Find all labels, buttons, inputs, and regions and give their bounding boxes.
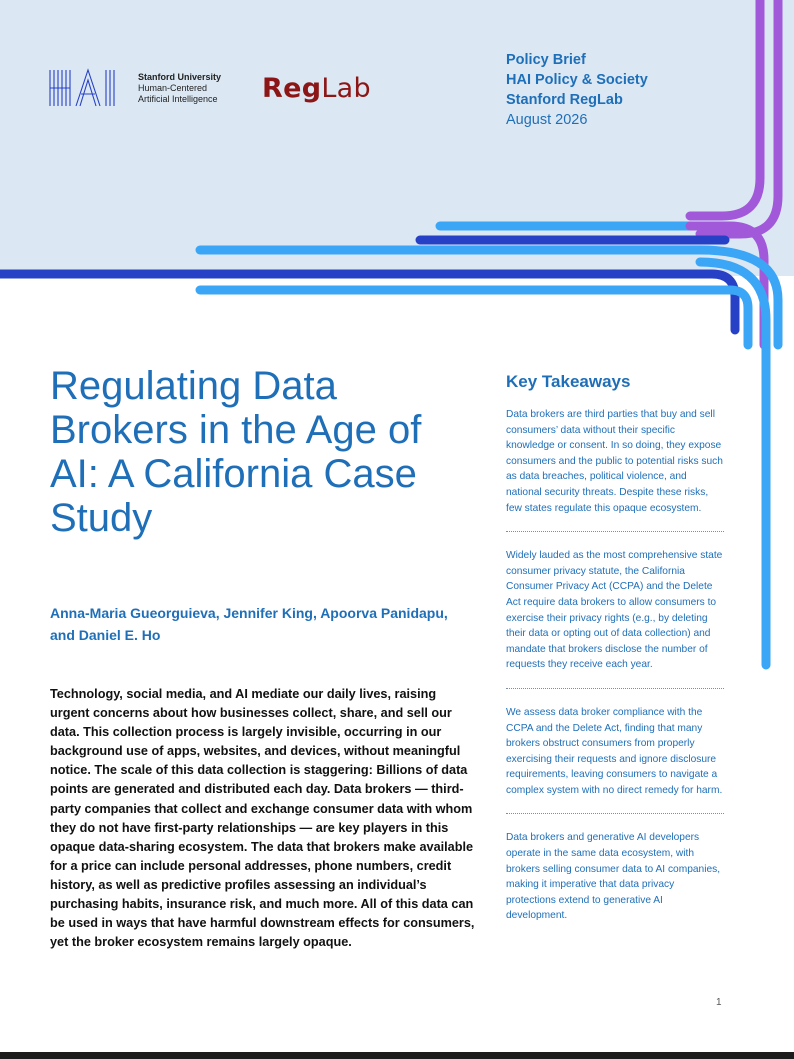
dotted-divider [506,688,724,689]
deco-line-lightblue-3 [200,290,748,345]
takeaway-item: Data brokers and generative AI developers operate in the same data ecosystem, with brokers selling consumer data to AI companies, making it imperative that data privacy protections extend to generative AI development. [506,832,721,922]
header-band [0,0,794,276]
brief-lab: Stanford RegLab [506,92,623,108]
dotted-divider [506,531,724,532]
brief-date: August 2026 [506,112,588,128]
takeaway-item: Widely lauded as the most comprehensive state consumer privacy statute, the California Consumer Privacy Act (CCPA) and the Delete Act require data brokers to allow consumers to exercise their privacy rights (e.g., by deleting their data or opting out of data collection) and mandate that brokers disclose the number of requests they receive each year. [506,550,723,671]
reglab-logo-part1: Reg [262,73,322,104]
key-takeaways-heading: Key Takeaways [506,372,631,391]
hai-logo-mark [48,68,132,108]
hai-logo-line1: Stanford University [138,71,222,82]
key-takeaways [506,370,724,924]
deco-line-blue-2 [0,274,735,330]
intro-paragraph: Technology, social media, and AI mediate our daily lives, raising urgent concerns about how businesses collect, share, and sell our data. This collection process is largely invisible, occurring in our background use of apps, websites, and devices, without meaningful notice. The scale of this data collection is staggering: Billions of data points are generated and distributed each day. Data brokers — third-party companies that collect and exchange consumer data with whom they do not have first-party relationships — are key players in this opaque data-sharing ecosystem. The data that brokers make available for a price can include personal addresses, phone numbers, credit history, as well as predictive profiles assessing an individual’s purchasing habits, insurance risk, and much more. All of this data can be used in ways that have harmful downstream effects for consumers, yet the broker ecosystem remains largely opaque. [50,687,475,950]
reglab-logo-part2: Lab [321,73,371,104]
page-number: 1 [716,997,722,1008]
takeaway-item: Data brokers are third parties that buy and sell consumers’ data without their specific knowledge or consent. In so doing, they expose consumers and the public to potential risks such as data breaches, political violence, and national security threats. Despite these risks, few states regulate this opaque ecosystem. [506,409,723,514]
hai-logo-line3: Artificial Intelligence [138,93,218,104]
page-title: Regulating Data Brokers in the Age of AI: A California Case Study [50,364,422,540]
reglab-logo [262,72,371,106]
takeaway-item: We assess data broker compliance with the CCPA and the Delete Act, finding that many brokers obstruct consumers from properly exercising their requests and ignore disclosure requirements, leaving consumers to navigate a complex system with no direct remedy for harm. [506,706,723,796]
brief-info [506,50,648,130]
brief-program: HAI Policy & Society [506,72,648,88]
hai-logo-line2: Human-Centered [138,82,208,93]
hai-logo [48,68,221,108]
hai-logo-text [138,72,221,105]
bottom-bar [0,1052,794,1059]
brief-type: Policy Brief [506,52,586,68]
dotted-divider [506,813,724,814]
authors: Anna-Maria Gueorguieva, Jennifer King, Apoorva Panidapu, and Daniel E. Ho [50,605,448,643]
